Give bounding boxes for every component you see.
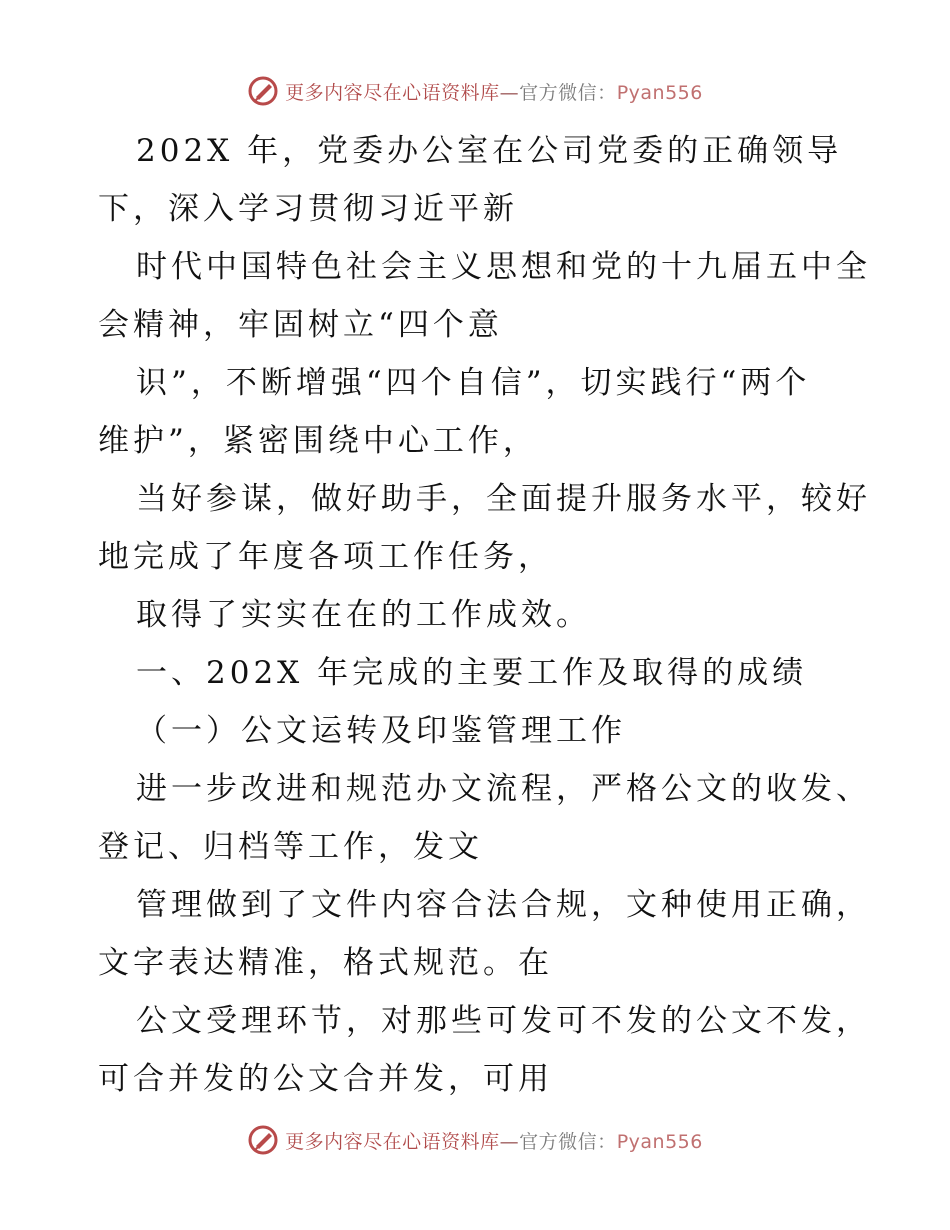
body-line: 当好参谋，做好助手，全面提升服务水平，较好 xyxy=(136,481,871,517)
subsection-heading: （一）公文运转及印鉴管理工作 xyxy=(136,713,626,749)
watermark-main-text: 更多内容尽在心语资料库 xyxy=(285,81,500,104)
watermark-separator: — xyxy=(499,1130,520,1153)
body-line: 进一步改进和规范办文流程，严格公文的收发、 xyxy=(136,771,871,807)
body-line: 地完成了年度各项工作任务， xyxy=(98,539,553,575)
body-line: 可合并发的公文合并发，可用 xyxy=(98,1061,553,1097)
body-line: 识”，不断增强“四个自信”，切实践行“两个 xyxy=(136,365,811,401)
section-heading: 一、202X 年完成的主要工作及取得的成绩 xyxy=(136,655,808,691)
watermark-official-label: 官方微信： xyxy=(519,81,617,104)
watermark-official-label: 官方微信： xyxy=(519,1130,617,1153)
watermark-header xyxy=(0,73,950,109)
body-line: 公文受理环节，对那些可发可不发的公文不发， xyxy=(136,1003,871,1039)
body-line: 取得了实实在在的工作成效。 xyxy=(136,597,591,633)
body-line: 文字表达精准，格式规范。在 xyxy=(98,945,553,981)
body-line: 时代中国特色社会主义思想和党的十九届五中全 xyxy=(136,249,871,285)
body-line: 下，深入学习贯彻习近平新 xyxy=(98,191,518,227)
body-line: 登记、归档等工作，发文 xyxy=(98,829,483,865)
watermark-footer xyxy=(0,1122,950,1158)
body-line: 会精神，牢固树立“四个意 xyxy=(98,307,503,343)
watermark-wechat-id: Pyan556 xyxy=(616,81,703,104)
body-line: 维护”，紧密围绕中心工作， xyxy=(98,423,538,459)
pen-circle-logo-icon xyxy=(247,1124,279,1156)
body-line: 管理做到了文件内容合法合规，文种使用正确， xyxy=(136,887,871,923)
pen-circle-logo-icon xyxy=(247,75,279,107)
body-line: 202X 年，党委办公室在公司党委的正确领导 xyxy=(136,133,843,169)
document-body xyxy=(98,122,871,1108)
watermark-separator: — xyxy=(499,81,520,104)
watermark-wechat-id: Pyan556 xyxy=(616,1130,703,1153)
watermark-main-text: 更多内容尽在心语资料库 xyxy=(285,1130,500,1153)
